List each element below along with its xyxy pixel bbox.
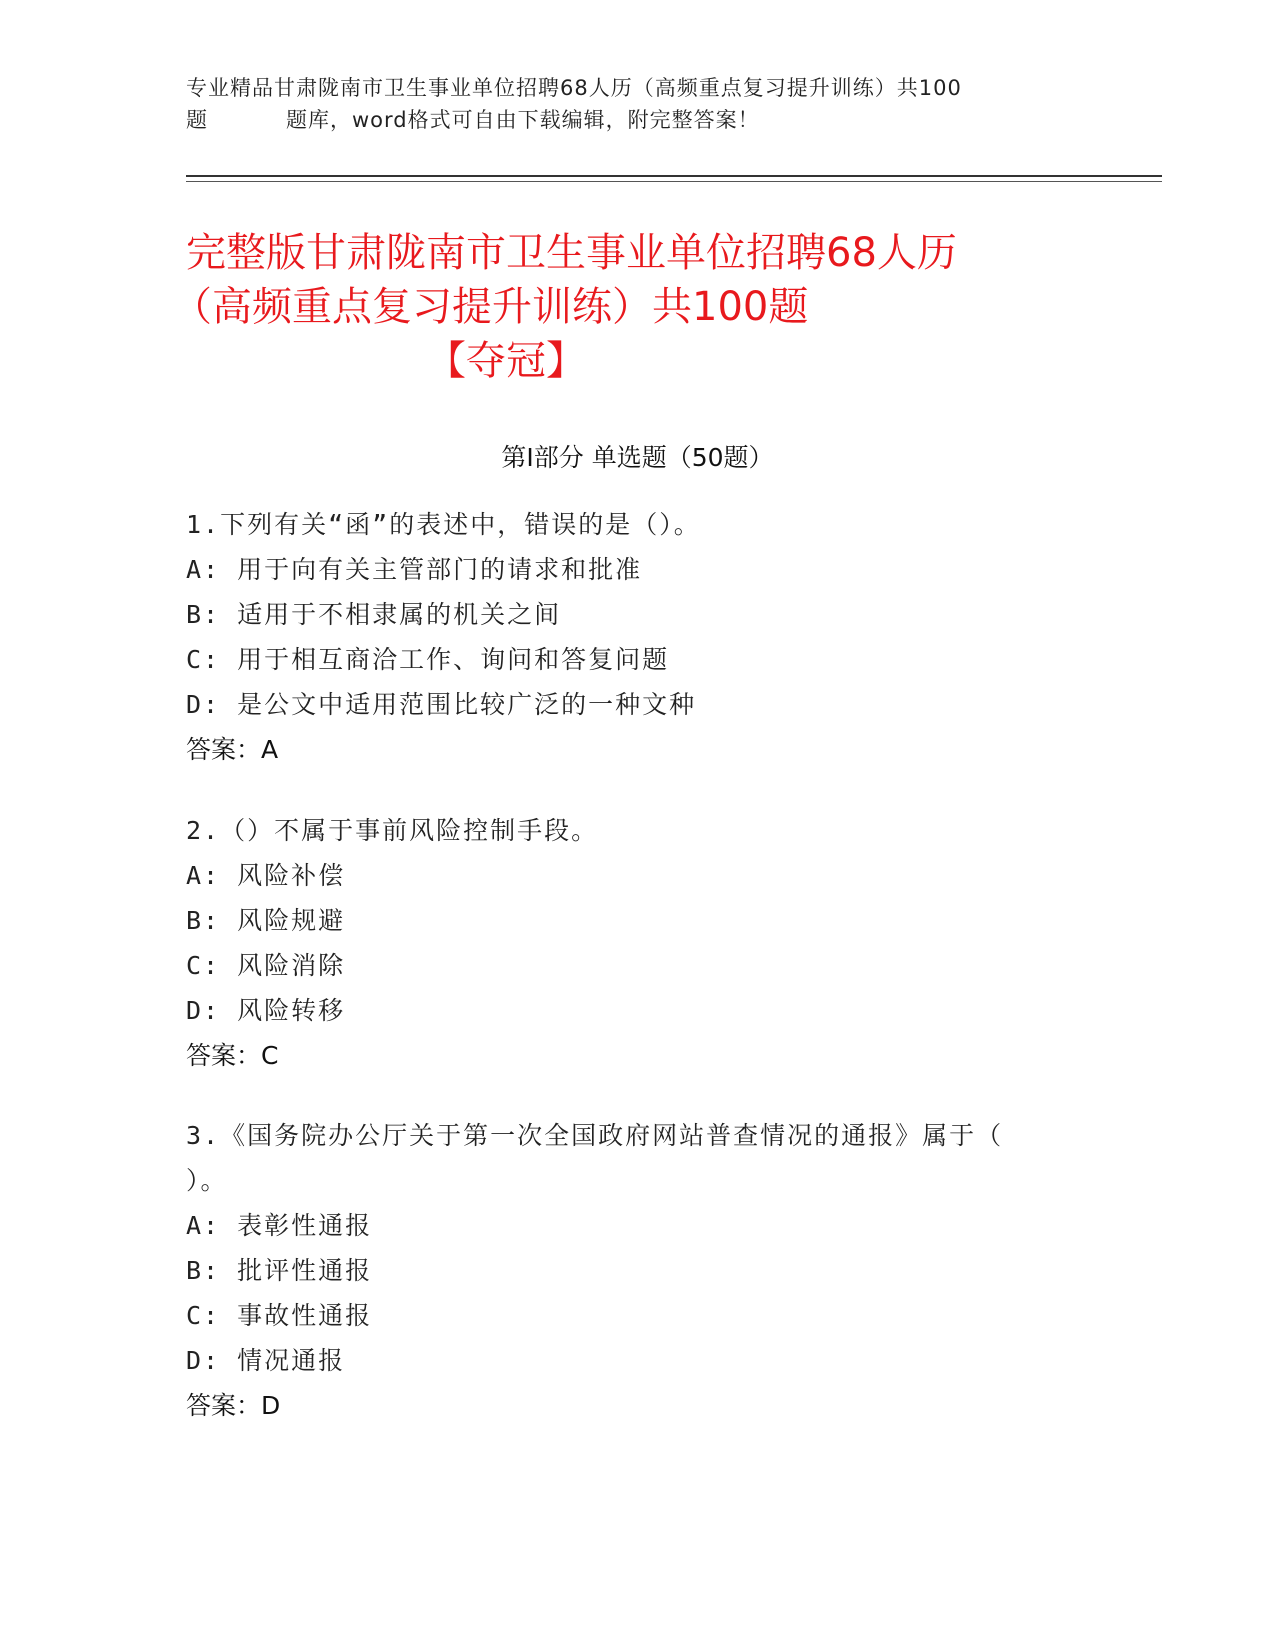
answer: 答案：A [186, 735, 279, 764]
question-stem: 1.下列有关“函”的表述中，错误的是（）。 [186, 510, 701, 539]
option-c: C: 用于相互商洽工作、询问和答复问题 [186, 645, 670, 674]
option-c: C: 事故性通报 [186, 1301, 373, 1330]
question-stem: 3.《国务院办公厅关于第一次全国政府网站普查情况的通报》属于（ [186, 1121, 1004, 1150]
title-line-1: 完整版甘肃陇南市卫生事业单位招聘68人历 [186, 230, 957, 276]
option-d: D: 情况通报 [186, 1346, 346, 1375]
title-line-3: 【夺冠】 [426, 338, 586, 384]
option-d: D: 是公文中适用范围比较广泛的一种文种 [186, 690, 697, 719]
header-rule-thick [186, 175, 1162, 177]
header-line-2-text: 题库，word格式可自由下载编辑，附完整答案！ [286, 108, 760, 132]
question-3 [186, 1113, 1086, 1428]
option-b: B: 批评性通报 [186, 1256, 373, 1285]
page-header [186, 72, 1086, 136]
question-1 [186, 502, 1086, 772]
option-a: A: 表彰性通报 [186, 1211, 373, 1240]
option-a: A: 用于向有关主管部门的请求和批准 [186, 555, 643, 584]
header-rule-thin [186, 181, 1162, 182]
question-stem-continued: ）。 [186, 1166, 228, 1195]
option-a: A: 风险补偿 [186, 861, 346, 890]
question-stem: 2.（）不属于事前风险控制手段。 [186, 816, 599, 845]
question-2 [186, 808, 1086, 1078]
title-line-2: （高频重点复习提升训练）共100题 [172, 284, 809, 330]
answer: 答案：C [186, 1041, 279, 1070]
header-line-2-prefix: 题 [186, 108, 208, 132]
option-c: C: 风险消除 [186, 951, 346, 980]
option-d: D: 风险转移 [186, 996, 346, 1025]
document-title [172, 226, 1086, 388]
header-line-1: 专业精品甘肃陇南市卫生事业单位招聘68人历（高频重点复习提升训练）共100 [186, 76, 962, 100]
answer: 答案：D [186, 1391, 281, 1420]
option-b: B: 风险规避 [186, 906, 346, 935]
header-line-2 [186, 104, 1086, 136]
section-heading: 第Ⅰ部分 单选题（50题） [501, 443, 774, 472]
option-b: B: 适用于不相隶属的机关之间 [186, 600, 562, 629]
